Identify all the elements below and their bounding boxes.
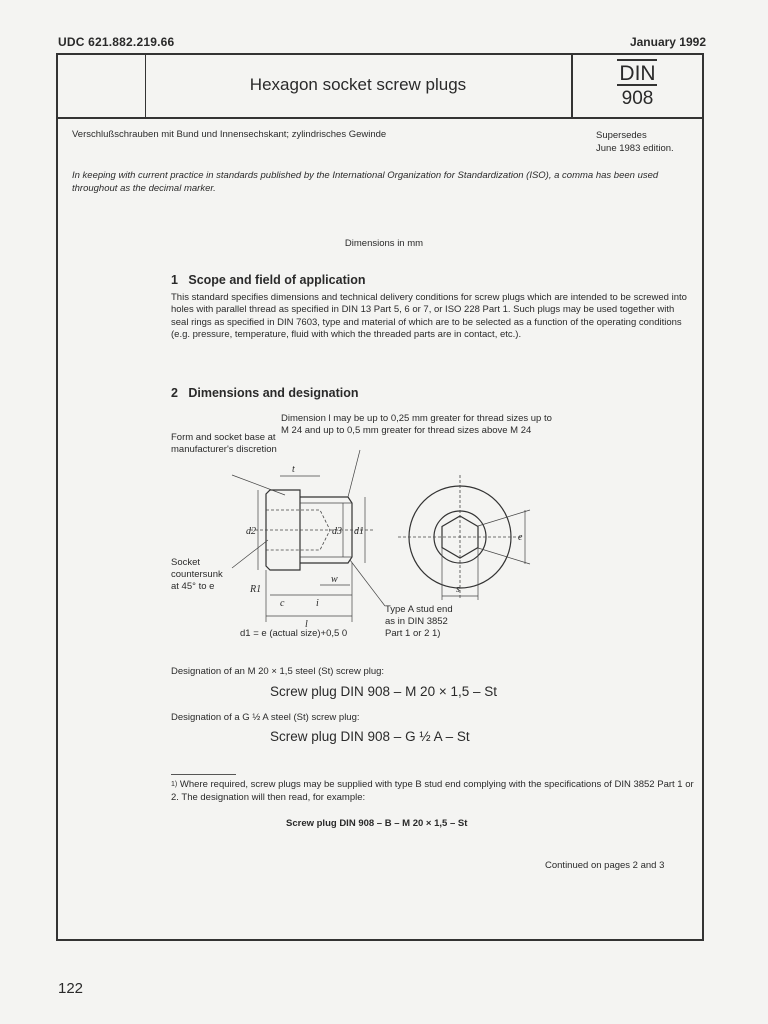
socket-label-line-1: Socket bbox=[171, 557, 201, 568]
form-leader bbox=[232, 475, 285, 495]
dimension-l-leader bbox=[348, 450, 360, 497]
socket-label-line-2: countersunk bbox=[171, 569, 223, 580]
d1-formula: d1 = e (actual size)+0,5 0 bbox=[240, 628, 348, 639]
footnote-example: Screw plug DIN 908 – B – M 20 × 1,5 – St bbox=[286, 818, 468, 829]
footnote-text: Where required, screw plugs may be supplied with type B stud end complying with the specifications of DIN 3852 Part 1 or 2. The designation will then read, for example: bbox=[171, 779, 694, 803]
designation-2-text: Designation of a G ½ A steel (St) screw plug: bbox=[171, 712, 360, 723]
label-s: s bbox=[456, 584, 460, 595]
footnote bbox=[171, 779, 696, 804]
stud-label-line-1: Type A stud end bbox=[385, 604, 453, 615]
din-logo: DIN bbox=[619, 62, 656, 85]
page-number: 122 bbox=[58, 980, 84, 997]
socket-leader bbox=[232, 540, 268, 568]
dimensions-note: Dimensions in mm bbox=[344, 238, 424, 249]
dimension-l-note: Dimension l may be up to 0,25 mm greater for thread sizes up to M 24 and up to 0,5 mm greater for thread sizes above M 24 bbox=[281, 413, 552, 436]
section-1-heading: 1 Scope and field of application bbox=[171, 273, 366, 287]
stud-label-line-2: as in DIN 3852 bbox=[385, 616, 448, 627]
designation-1-example: Screw plug DIN 908 – M 20 × 1,5 – St bbox=[270, 684, 497, 699]
udc-number: UDC 621.882.219.66 bbox=[58, 35, 175, 49]
label-d2: d2 bbox=[246, 526, 256, 537]
label-w: w bbox=[331, 574, 338, 585]
german-subtitle: Verschlußschrauben mit Bund und Innensechskant; zylindrisches Gewinde bbox=[72, 129, 387, 140]
supersedes-label: Supersedes bbox=[596, 130, 647, 141]
footnote-mark: 1) bbox=[171, 781, 178, 788]
label-d3: d3 bbox=[332, 526, 342, 537]
stud-leader bbox=[350, 560, 385, 606]
designation-1-text: Designation of an M 20 × 1,5 steel (St) screw plug: bbox=[171, 666, 385, 677]
label-r1: R1 bbox=[250, 584, 262, 595]
din-standard-number: 908 bbox=[621, 88, 654, 109]
label-d1: d1 bbox=[354, 526, 364, 537]
end-view bbox=[398, 475, 530, 600]
socket-label-line-3: at 45° to e bbox=[171, 581, 215, 592]
document-title: Hexagon socket screw plugs bbox=[249, 75, 467, 94]
section-2-heading: 2 Dimensions and designation bbox=[171, 386, 359, 400]
label-t: t bbox=[292, 464, 295, 475]
label-l: l bbox=[305, 619, 308, 630]
section-1-body: This standard specifies dimensions and technical delivery conditions for screw plugs which are intended to be screwed into holes with parallel thread as specified in DIN 13 Part 5, 6 or 7, or ISO 228 Part 1. Such plugs may be used together with seal rings as specified in DIN 7603, type and material of which are to be selected as a function of the operating conditions (e.g. pressure, temperature, fluid with which the threaded parts are in contact, etc.). bbox=[171, 292, 687, 340]
designation-2-example: Screw plug DIN 908 – G ½ A – St bbox=[270, 729, 470, 744]
supersedes-edition: June 1983 edition. bbox=[596, 143, 674, 154]
continued-note: Continued on pages 2 and 3 bbox=[545, 860, 665, 871]
label-c: c bbox=[280, 598, 285, 609]
issue-date: January 1992 bbox=[629, 35, 706, 49]
form-socket-label: Form and socket base at manufacturer's discretion bbox=[171, 432, 277, 455]
footnote-rule bbox=[171, 774, 236, 775]
stud-label-line-3: Part 1 or 2 1) bbox=[385, 628, 441, 639]
label-i: i bbox=[316, 598, 319, 609]
iso-decimal-note: In keeping with current practice in standards published by the International Organization for Standardization (ISO), a comma has been used throughout as the decimal marker. bbox=[72, 170, 659, 194]
label-e: e bbox=[518, 532, 523, 543]
